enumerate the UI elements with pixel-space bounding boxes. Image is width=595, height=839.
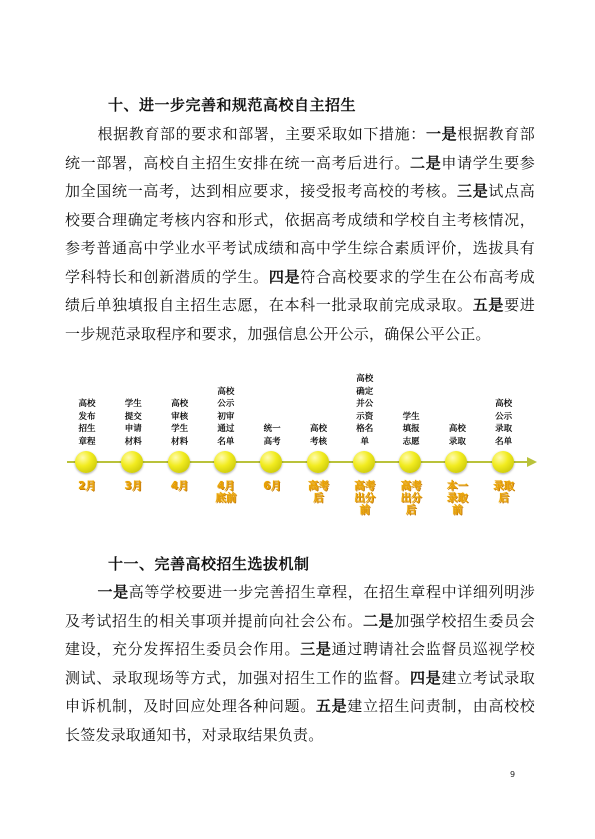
emphasis-marker: 四是: [268, 267, 301, 286]
emphasis-marker: 二是: [362, 611, 395, 630]
timeline-step-date: 本一 录取 前: [446, 480, 468, 516]
timeline-step-date: 4月: [170, 480, 189, 492]
timeline-step-date: 高考 出分 前: [354, 480, 376, 516]
timeline-step-label: 高校 确定 并公 示资 格名 单: [356, 374, 374, 447]
timeline-step-label: 学生 提交 申请 材料: [124, 399, 142, 447]
timeline-step-date: 2月: [78, 480, 96, 492]
timeline-dot-icon: [399, 451, 421, 473]
timeline-arrow-icon: [527, 457, 537, 467]
timeline-dot-icon: [353, 451, 375, 473]
section-10-heading: 十、进一步完善和规范高校自主招生: [108, 96, 357, 114]
emphasis-marker: 三是: [457, 182, 489, 200]
timeline-step: [252, 378, 292, 528]
paragraph-text: 高等学校要进一步完善招生章程，在招生章程中详细列明涉及考试招生的相关事项并提前向社会公布。: [65, 583, 536, 630]
emphasis-marker: 二是: [410, 153, 442, 172]
emphasis-marker: 五是: [315, 697, 348, 715]
paragraph-text: 通过聘请社会监督员巡视学校测试、录取现场等方式，加强对招生工作的监督。: [65, 640, 535, 687]
paragraph-text: 试点高校要合理确定考核内容和形式，依据高考成绩和学校自主考核情况，参考普通高中学业水平考试成绩和高中学生综合素质评价，选拔具有学科特长和创新潜质的学生。: [65, 182, 535, 286]
timeline-step-date: 3月: [124, 480, 143, 492]
paragraph-text: 建立考试录取申诉机制，及时回应处理各种问题。: [65, 668, 536, 715]
timeline-dot-icon: [214, 451, 236, 473]
paragraph-text: 要进一步规范录取程序和要求，加强信息公开公示，确保公平公正。: [65, 296, 536, 343]
timeline-step-label: 高校 审核 学生 材料: [171, 399, 189, 447]
timeline-step-label: 高校 公示 初审 通过 名单: [217, 386, 235, 447]
emphasis-marker: 一是: [97, 583, 129, 601]
timeline-step-date: 录取 后: [493, 480, 515, 504]
paragraph-text: 加强学校招生委员会建设，充分发挥招生委员会作用。: [65, 611, 535, 658]
page-number: 9: [510, 770, 516, 779]
section-11-paragraph: [65, 578, 535, 749]
timeline-dot-icon: [492, 451, 514, 473]
timeline-dot-icon: [75, 451, 97, 473]
timeline-step-date: 4月 底前: [215, 480, 237, 504]
timeline-dot-icon: [445, 451, 467, 473]
timeline-dot-icon: [121, 451, 143, 473]
timeline-step-date: 高考 后: [308, 480, 329, 504]
timeline-step-date: 6月: [263, 480, 282, 492]
timeline-step-label: 高校 公示 录取 名单: [495, 399, 513, 447]
emphasis-marker: 一是: [425, 125, 458, 143]
timeline-dot-icon: [168, 451, 190, 473]
timeline-step: [484, 378, 524, 528]
paragraph-text: 申请学生要参加全国统一高考，达到相应要求，接受报考高校的考核。: [65, 153, 536, 200]
timeline-step-label: 高校 录取: [448, 424, 466, 447]
timeline-step-label: 高校 考核: [309, 424, 327, 447]
paragraph-text: 建立招生问责制，由高校校长签发录取通知书，对录取结果负责。: [65, 697, 536, 744]
section-10-paragraph: [65, 120, 535, 348]
paragraph-text: 根据教育部统一部署，高校自主招生安排在统一高考后进行。: [65, 125, 536, 172]
paragraph-text: 根据教育部的要求和部署，主要采取如下措施：: [97, 125, 426, 143]
timeline-step-date: 高考 出分 后: [400, 480, 422, 516]
section-11-heading: 十一、完善高校招生选拔机制: [108, 555, 310, 573]
timeline-step: [206, 378, 246, 528]
admission-timeline: [55, 374, 545, 528]
emphasis-marker: 五是: [472, 296, 505, 314]
timeline-step-label: 学生 填报 志愿: [402, 411, 420, 447]
timeline-step-label: 高校 发布 招生 章程: [78, 399, 96, 447]
emphasis-marker: 三是: [300, 640, 332, 658]
timeline-step-label: 统一 高考: [263, 424, 281, 447]
timeline-dot-icon: [307, 451, 329, 473]
paragraph-text: 符合高校要求的学生在公布高考成绩后单独填报自主招生志愿，在本科一批录取前完成录取。: [65, 267, 535, 314]
emphasis-marker: 四是: [410, 668, 442, 687]
timeline-dot-icon: [260, 451, 282, 473]
